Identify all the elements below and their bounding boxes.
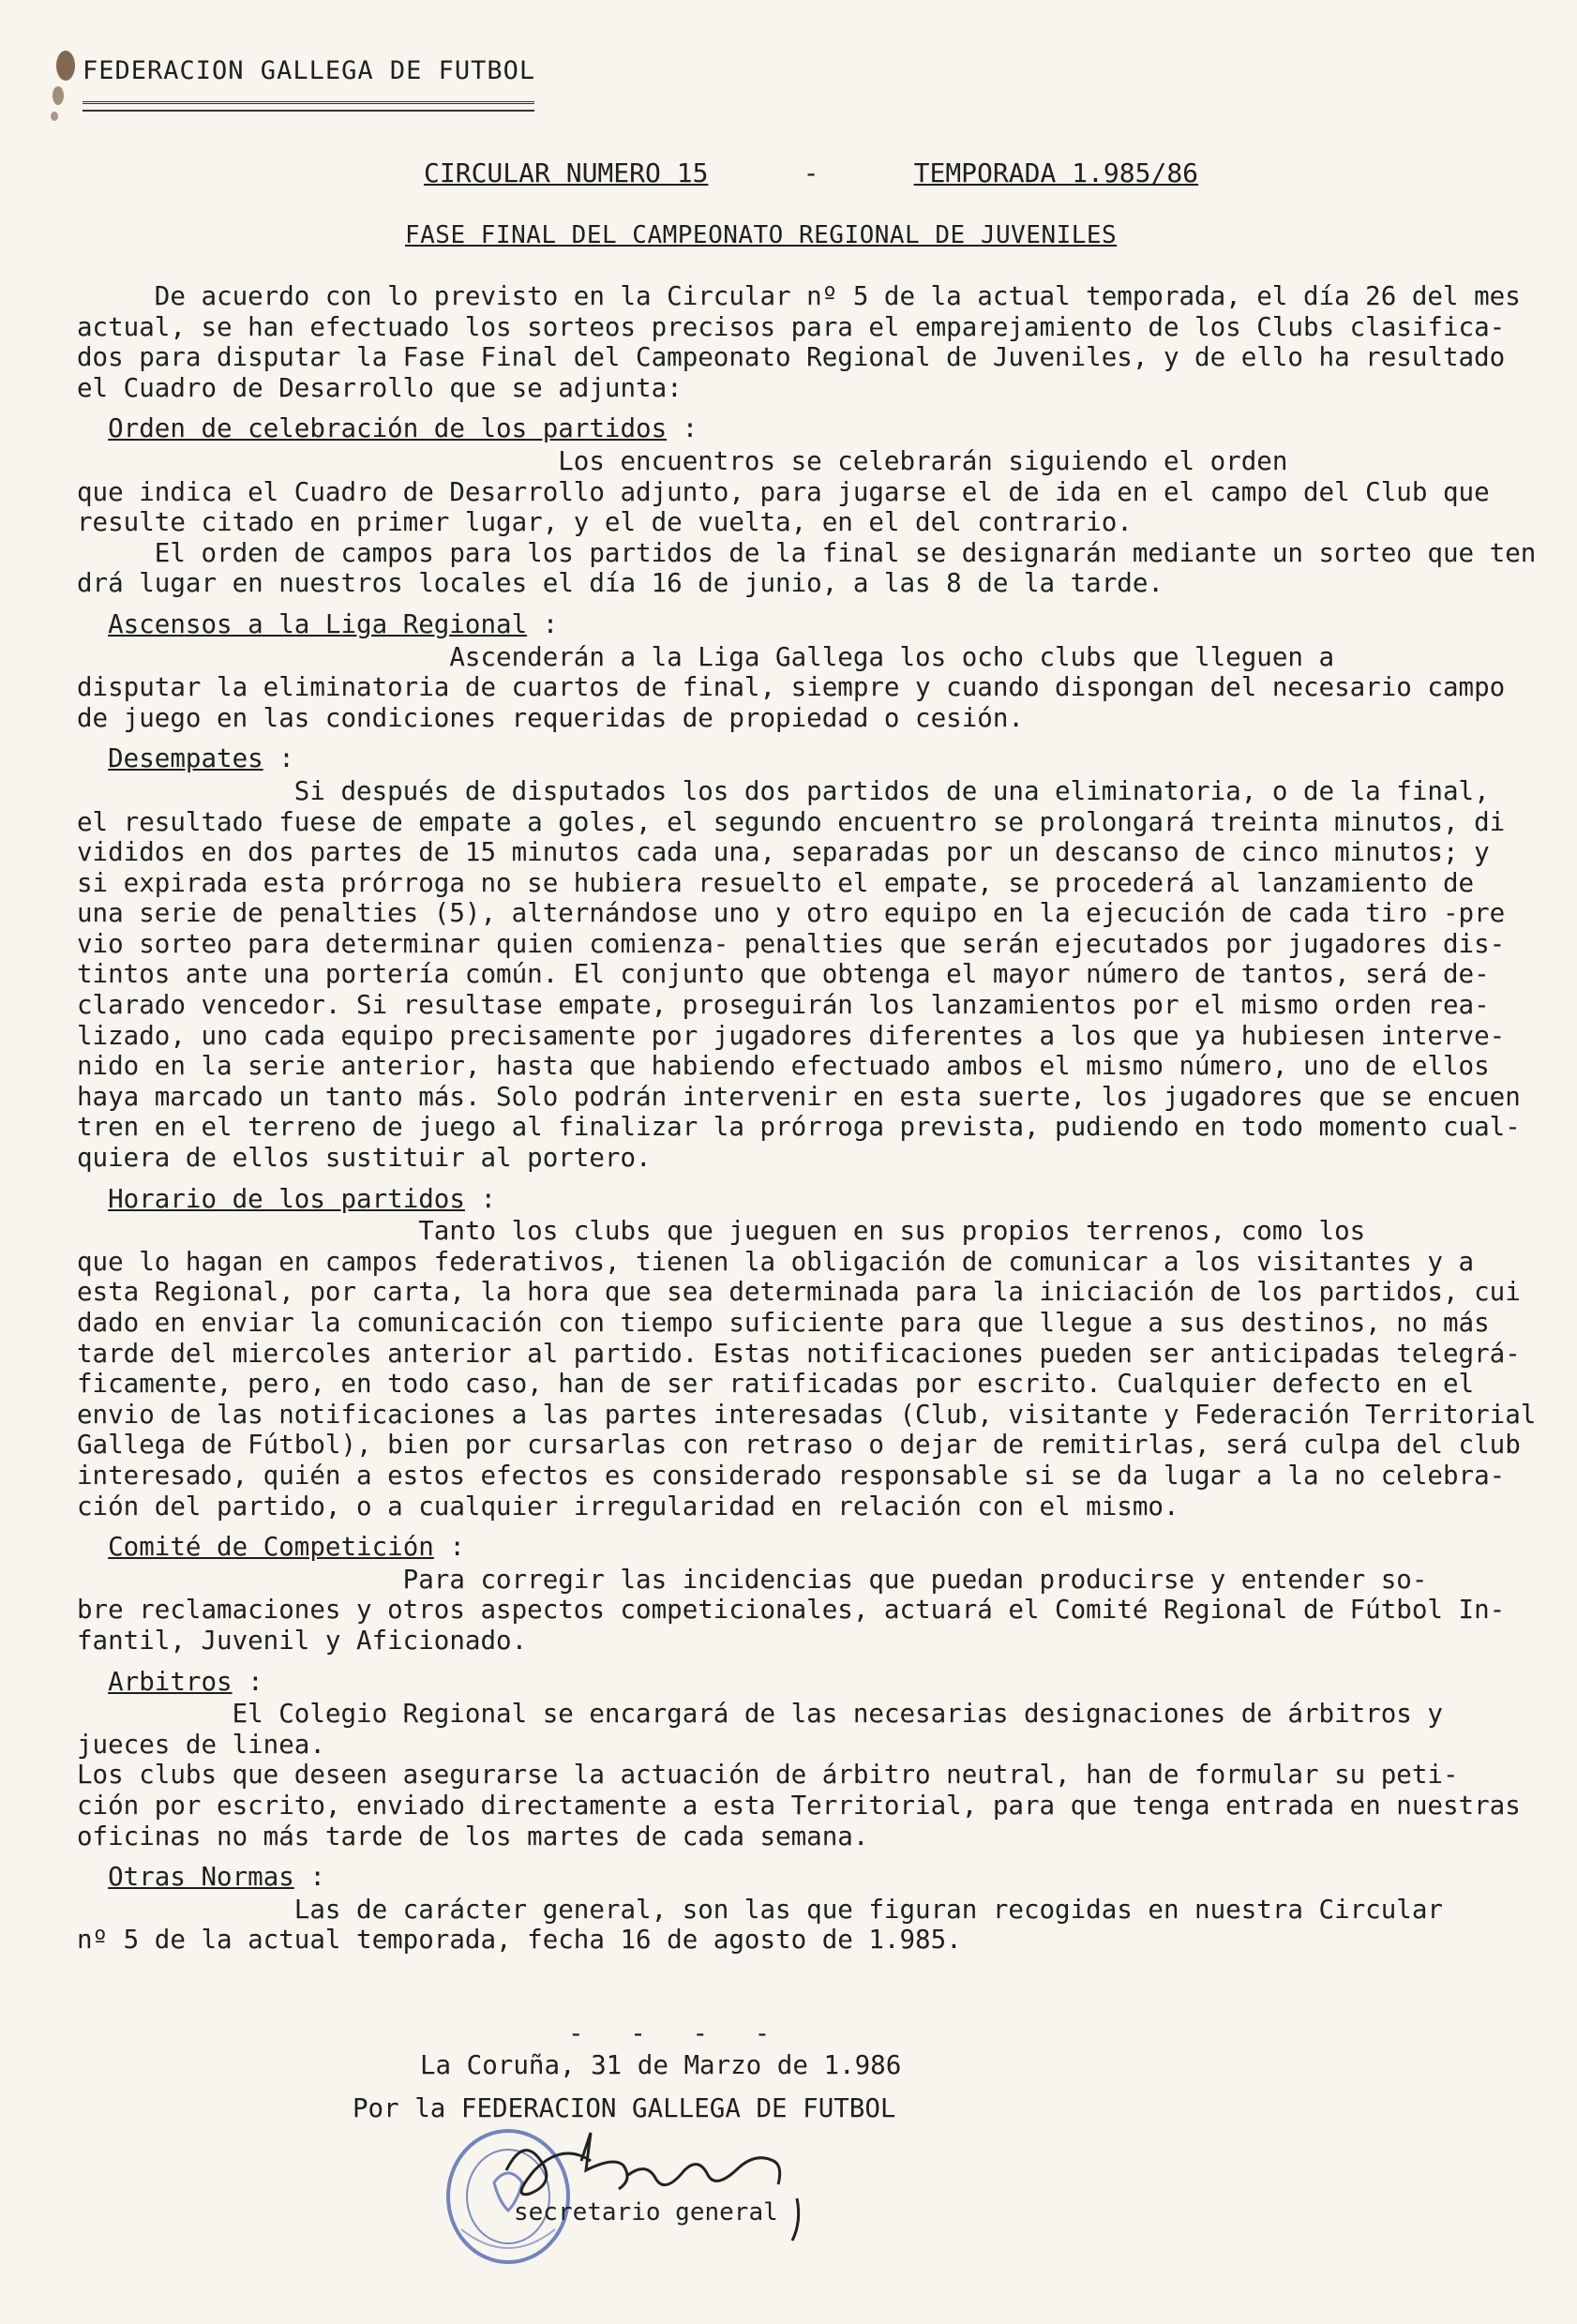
text-line: esta Regional, por carta, la hora que sea determinada para la iniciación de los partidos, cui [77,1277,1521,1308]
text-line: Ascenderán a la Liga Gallega los ocho clubs que lleguen a [77,641,1335,672]
section [77,1184,1539,1522]
text-line: el resultado fuese de empate a goles, el segundo encuentro se prolongará treinta minutos, di [77,806,1506,837]
text-line: ción por escrito, enviado directamente a esta Territorial, para que tenga entrada en nuestras [77,1790,1521,1821]
circular-header [424,157,1199,188]
text-line: que indica el Cuadro de Desarrollo adjunto, para jugarse el de ida en el campo del Club que [77,476,1490,507]
text-line: Las de carácter general, son las que figuran recogidas en nuestra Circular [77,1894,1443,1925]
text-line: clarado vencedor. Si resultase empate, proseguirán los lanzamientos por el mismo orden rea- [77,990,1490,1021]
text-line: nº 5 de la actual temporada, fecha 16 de agosto de 1.985. [77,1925,962,1956]
text-line: vio sorteo para determinar quien comienza- penalties que serán ejecutados por jugadores dis- [77,928,1506,959]
section-heading-text: Comité de Competición [108,1532,434,1563]
section [77,609,1539,733]
section-heading: Arbitros : [108,1666,263,1697]
text-line: que lo hagan en campos federativos, tienen la obligación de comunicar a los visitantes y a [77,1246,1475,1277]
section [77,1862,1539,1956]
header-separator: - [803,157,819,188]
text-line: haya marcado un tanto más. Solo podrán intervenir en esta suerte, los jugadores que se encuen [77,1081,1521,1112]
signed-by: Por la FEDERACION GALLEGA DE FUTBOL [353,2093,896,2123]
text-line: El orden de campos para los partidos de la final se designarán mediante un sorteo que ten [77,537,1537,568]
text-line: disputar la eliminatoria de cuartos de final, siempre y cuando dispongan del necesario campo [77,672,1506,703]
text-line: si expirada esta prórroga no se hubiera resuelto el empate, se procederá al lanzamiento de [77,867,1475,898]
intro-paragraph [77,281,1539,403]
text-line: oficinas no más tarde de los martes de cada semana. [77,1821,869,1852]
text-line: quiera de ellos sustituir al portero. [77,1143,652,1174]
section [77,1667,1539,1852]
text-line: Los encuentros se celebrarán siguiendo el orden [77,445,1288,476]
section-heading: Desempates : [108,743,294,774]
text-line: envio de las notificaciones a las partes interesadas (Club, visitante y Federación Territorial [77,1399,1537,1430]
text-line: dado en enviar la comunicación con tiempo suficiente para que llegue a sus destinos, no más [77,1308,1490,1338]
text-line: nido en la serie anterior, hasta que habiendo efectuado ambos el mismo número, uno de ellos [77,1051,1490,1082]
section-heading: Orden de celebración de los partidos : [108,413,698,444]
text-line: una serie de penalties (5), alternándose uno y otro equipo en la ejecución de cada tiro -pre [77,898,1506,929]
text-line: ción del partido, o a cualquier irregularidad en relación con el mismo. [77,1491,1179,1522]
section [77,1532,1539,1656]
document-title: FASE FINAL DEL CAMPEONATO REGIONAL DE JUVENILES [405,221,1118,249]
text-line: De acuerdo con lo previsto en la Circular nº 5 de la actual temporada, el día 26 del mes [77,281,1521,311]
text-line: Los clubs que deseen asegurarse la actuación de árbitro neutral, han de formular su peti- [77,1760,1459,1791]
text-line: interesado, quién a estos efectos es considerado responsable si se da lugar a la no celebra- [77,1460,1506,1491]
signer-title: secretario general [514,2198,778,2227]
text-line: fantil, Juvenil y Aficionado. [77,1625,528,1656]
section-heading: Comité de Competición : [108,1532,465,1563]
body-text [77,281,1539,1956]
section [77,743,1539,1173]
text-line: bre reclamaciones y otros aspectos competicionales, actuará el Comité Regional de Fútbol In- [77,1595,1506,1626]
text-line: tarde del miercoles anterior al partido. Estas notificaciones pueden ser anticipadas telegrá- [77,1338,1521,1369]
section-heading-text: Horario de los partidos [108,1183,465,1214]
text-line: Tanto los clubs que jueguen en sus propios terrenos, como los [77,1216,1366,1247]
section-heading-text: Arbitros [108,1666,233,1697]
text-line: Si después de disputados los dos partidos de una eliminatoria, o de la final, [77,775,1490,806]
text-line: lizado, uno cada equipo precisamente por jugadores diferentes a los que ya hubiesen interve- [77,1020,1506,1051]
section-heading-text: Ascensos a la Liga Regional [108,608,528,639]
closing-dashes: - - - - [568,2018,771,2048]
text-line: jueces de linea. [77,1729,325,1760]
text-line: el Cuadro de Desarrollo que se adjunta: [77,372,683,403]
letterhead-rule [83,101,534,112]
text-line: ficamente, pero, en todo caso, han de ser ratificadas por escrito. Cualquier defecto en el [77,1369,1475,1400]
text-line: dos para disputar la Fase Final del Campeonato Regional de Juveniles, y de ello ha resultado [77,342,1506,373]
section [77,413,1539,599]
season-label: TEMPORADA 1.985/86 [913,157,1199,188]
circular-number: CIRCULAR NUMERO 15 [424,157,709,188]
text-line: drá lugar en nuestros locales el día 16 de junio, a las 8 de la tarde. [77,568,1164,599]
sections [77,413,1539,1956]
text-line: tren en el terreno de juego al finalizar la prórroga prevista, pudiendo en todo momento cual- [77,1112,1521,1143]
text-line: resulte citado en primer lugar, y el de vuelta, en el del contrario. [77,507,1133,538]
text-line: vididos en dos partes de 15 minutos cada una, separadas por un descanso de cinco minutos; y [77,837,1490,868]
letterhead: FEDERACION GALLEGA DE FUTBOL [83,56,536,85]
text-line: Para corregir las incidencias que puedan producirse y entender so- [77,1564,1428,1595]
section-heading-text: Otras Normas [108,1862,294,1893]
section-heading-text: Orden de celebración de los partidos [108,413,668,444]
section-heading: Otras Normas : [108,1862,325,1893]
text-line: actual, se han efectuado los sorteos precisos para el emparejamiento de los Clubs clasifica- [77,311,1506,342]
text-line: El Colegio Regional se encargará de las necesarias designaciones de árbitros y [77,1699,1443,1730]
place-date: La Coruña, 31 de Marzo de 1.986 [420,2050,902,2080]
section-heading: Ascensos a la Liga Regional : [108,608,559,639]
text-line: Gallega de Fútbol), bien por cursarlas con retraso o dejar de remitirlas, será culpa del club [77,1430,1521,1461]
section-heading-text: Desempates [108,743,263,774]
text-line: de juego en las condiciones requeridas de propiedad o cesión. [77,702,1024,733]
text-line: tintos ante una portería común. El conjunto que obtenga el mayor número de tantos, será de- [77,959,1490,990]
section-heading: Horario de los partidos : [108,1183,497,1214]
